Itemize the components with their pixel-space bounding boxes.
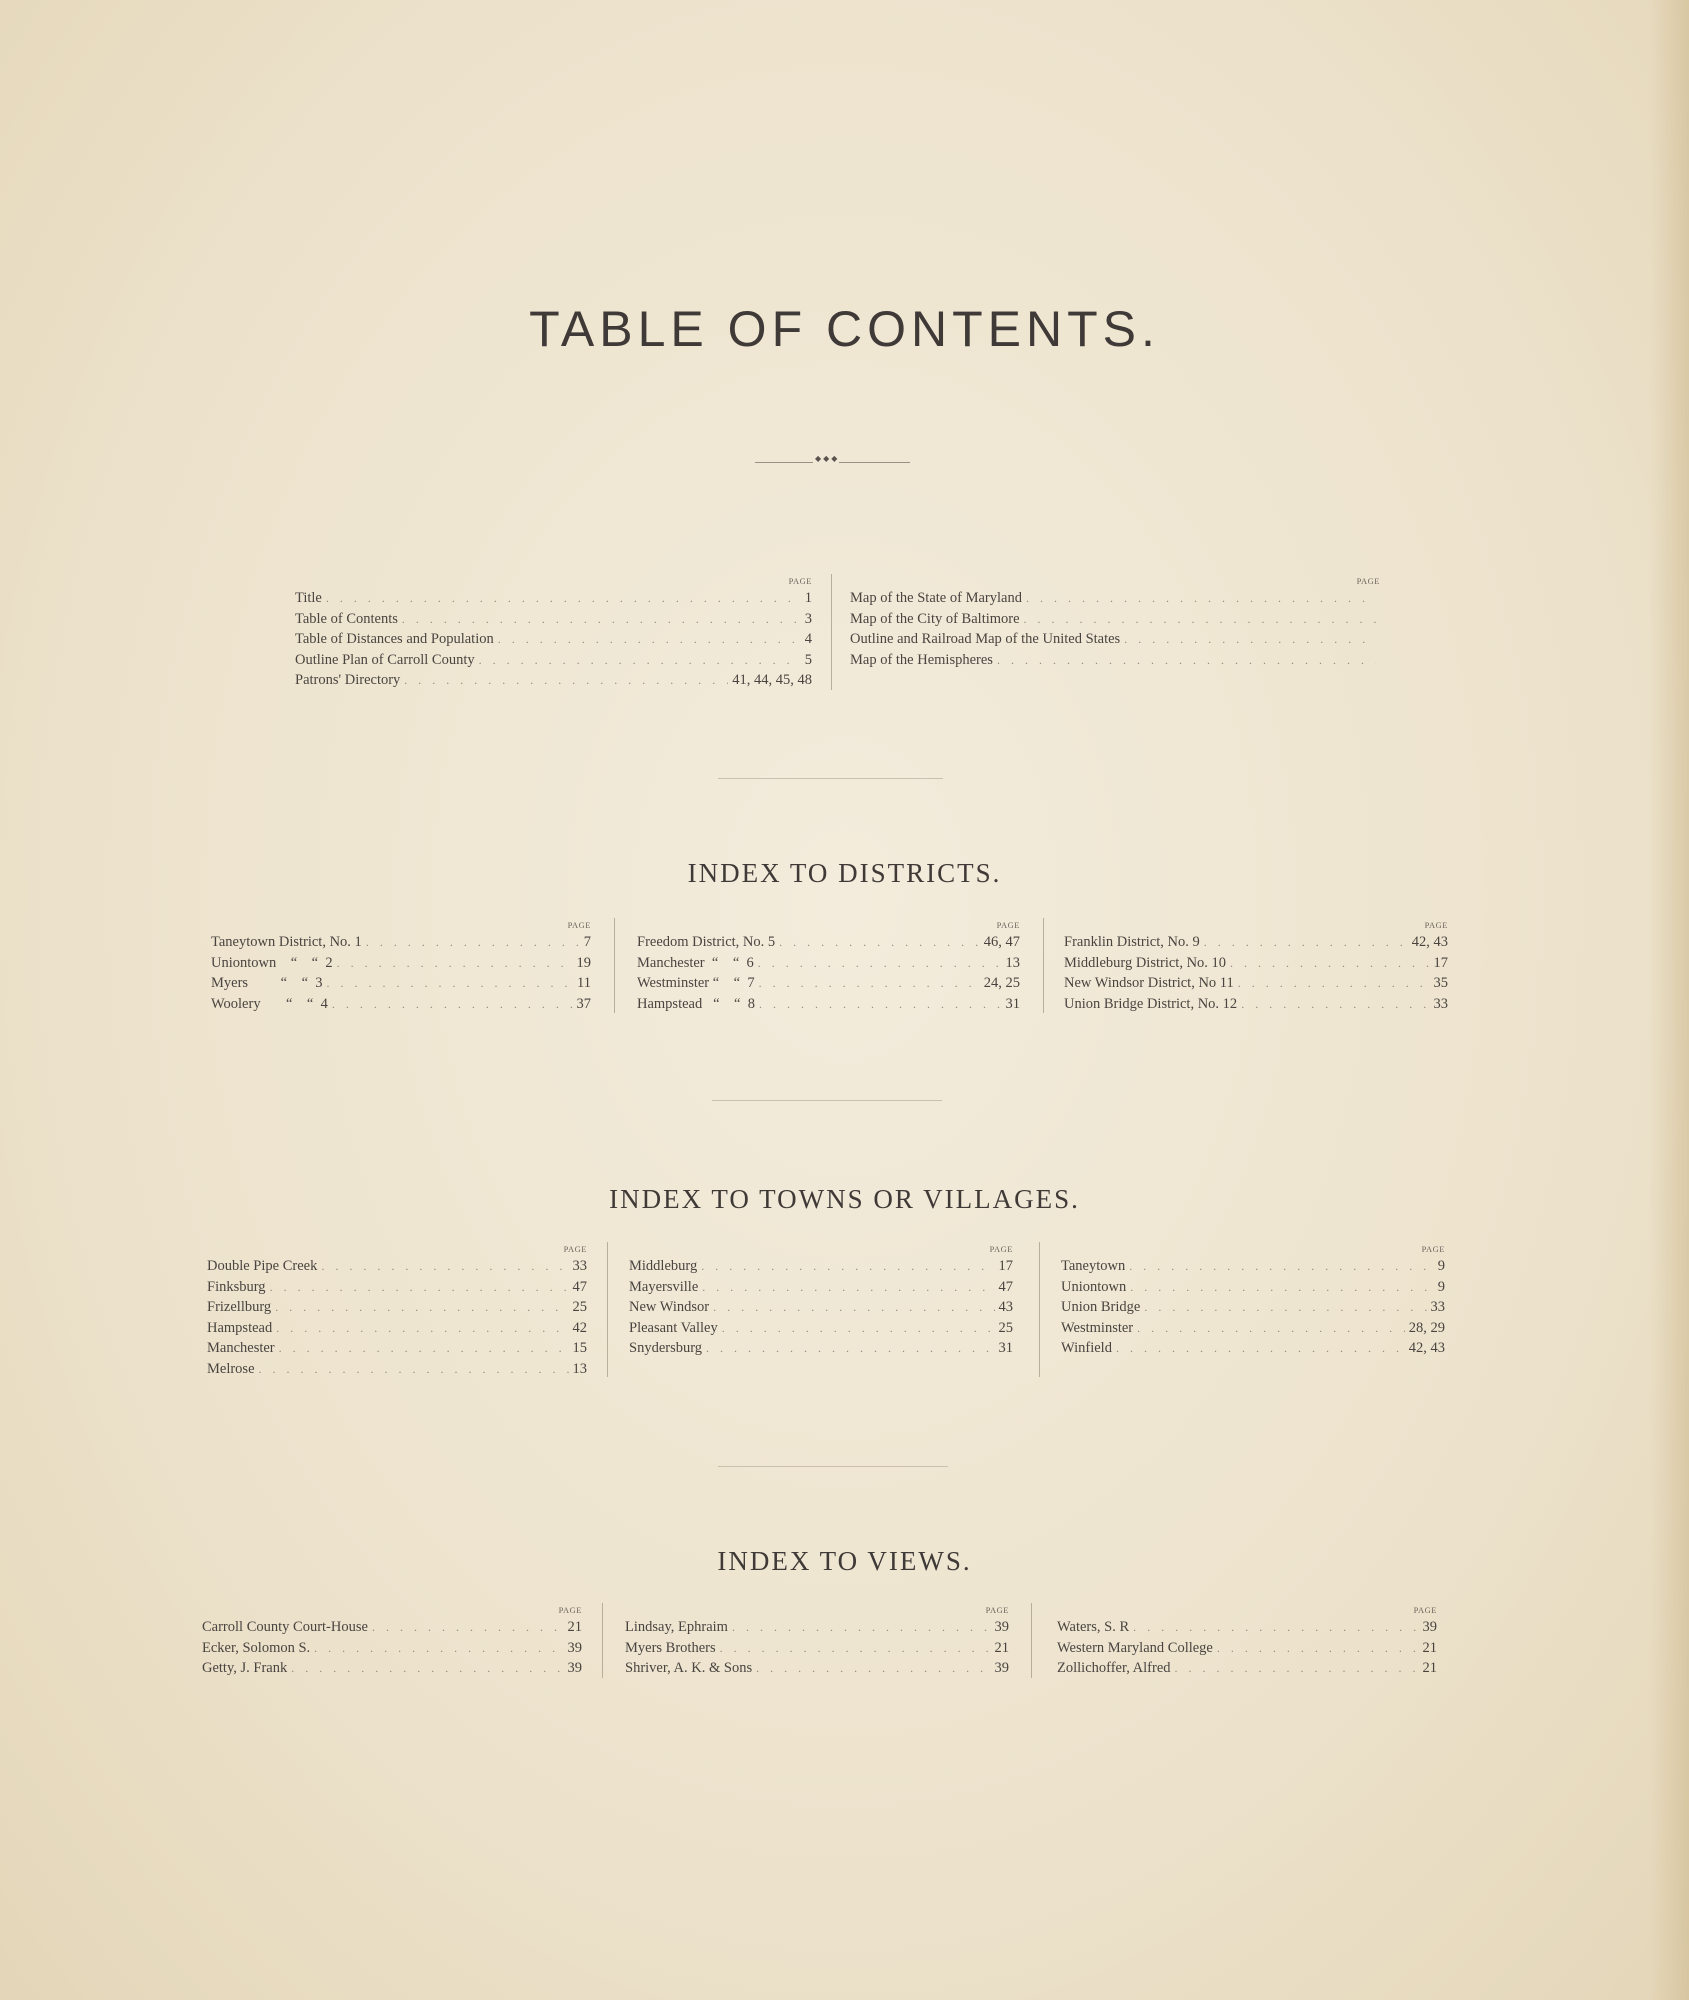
dot-leader [756, 1658, 990, 1679]
dot-leader [498, 629, 801, 650]
entry-page-number: 17 [998, 1258, 1013, 1274]
index-entry [295, 588, 812, 609]
entry-label: Outline and Railroad Map of the United States [850, 631, 1121, 647]
entry-label: Map of the State of Maryland [850, 590, 1022, 606]
entry-label: Middleburg [629, 1258, 698, 1274]
dot-leader [326, 588, 801, 609]
index-entry [211, 932, 591, 953]
entry-label: New Windsor [629, 1299, 710, 1315]
districts-column-3 [1064, 918, 1448, 1014]
entry-page-number: 21 [1422, 1639, 1437, 1656]
entry-label: Myers “ “ 3 [211, 975, 323, 991]
entry-page-number: 42, 43 [1408, 1340, 1445, 1356]
column-divider [1031, 1603, 1032, 1678]
section-divider [718, 1466, 948, 1467]
dot-leader [270, 1277, 569, 1298]
index-entry [202, 1638, 582, 1659]
dot-leader [314, 1638, 563, 1659]
index-entry [1057, 1617, 1437, 1638]
entry-label: Finksburg [207, 1278, 266, 1295]
dot-leader [1217, 1638, 1419, 1659]
entry-page-number: 9 [1437, 1258, 1445, 1274]
dot-leader [479, 650, 801, 671]
dot-leader [759, 973, 980, 994]
entry-label: Outline Plan of Carroll County [295, 651, 475, 668]
dot-leader [402, 609, 801, 630]
page-column-header: PAGE [1424, 920, 1448, 930]
index-entry [637, 973, 1020, 994]
entry-page-number: 39 [567, 1639, 582, 1656]
entry-label: Mayersville [629, 1278, 699, 1295]
entry-label: Table of Distances and Population [295, 631, 494, 647]
entry-label: Zollichoffer, Alfred [1057, 1660, 1171, 1676]
index-entry [1061, 1277, 1445, 1298]
entry-page-number: 33 [1430, 1299, 1445, 1315]
entry-label: Shriver, A. K. & Sons [625, 1660, 753, 1676]
entry-page-number: 47 [572, 1278, 587, 1295]
entry-page-number: 25 [998, 1319, 1013, 1336]
index-entry [629, 1297, 1013, 1318]
index-entry [295, 670, 812, 691]
entry-page-number: 24, 25 [983, 975, 1020, 991]
page-column-header: PAGE [563, 1244, 587, 1254]
entry-page-number: 42, 43 [1411, 934, 1448, 950]
entry-label: Uniontown [1061, 1278, 1127, 1295]
views-column-3 [1057, 1603, 1437, 1679]
index-entry [295, 609, 812, 630]
index-entry [207, 1277, 587, 1298]
index-entry [207, 1297, 587, 1318]
entry-page-number: 47 [998, 1278, 1013, 1295]
entry-label: Ecker, Solomon S. [202, 1639, 311, 1656]
dot-leader [1024, 609, 1376, 630]
dot-leader [1230, 953, 1429, 974]
entry-label: New Windsor District, No 11 [1064, 975, 1234, 991]
index-entry [1064, 953, 1448, 974]
entry-label: Union Bridge [1061, 1299, 1141, 1315]
index-entry [625, 1658, 1009, 1679]
entry-page-number: 4 [804, 631, 812, 647]
dot-leader [1204, 932, 1408, 953]
dot-leader [702, 1277, 994, 1298]
dot-leader [732, 1617, 991, 1638]
dot-leader [327, 973, 573, 994]
views-column-2 [625, 1603, 1009, 1679]
title-ornament [755, 462, 910, 465]
entry-label: Western Maryland College [1057, 1639, 1213, 1656]
dot-leader [1116, 1338, 1405, 1359]
page-title: TABLE OF CONTENTS. [529, 301, 1160, 357]
index-entry [637, 994, 1020, 1015]
dot-leader [720, 1638, 991, 1659]
column-divider [614, 918, 615, 1013]
entry-page-number: 31 [998, 1340, 1013, 1356]
entry-label: Title [295, 590, 322, 606]
index-entry [629, 1256, 1013, 1277]
entry-page-number: 7 [583, 934, 591, 950]
views-column-1 [202, 1603, 582, 1679]
page-column-header: PAGE [989, 1244, 1013, 1254]
index-entry [1057, 1638, 1437, 1659]
dot-leader [997, 650, 1376, 671]
index-entry [625, 1617, 1009, 1638]
entry-label: Hampstead [207, 1319, 273, 1336]
index-entry [1061, 1256, 1445, 1277]
dot-leader [1130, 1277, 1434, 1298]
entry-page-number: 39 [994, 1619, 1009, 1635]
page-column-header: PAGE [996, 920, 1020, 930]
entry-label: Westminster [1061, 1319, 1134, 1336]
entry-page-number: 1 [804, 590, 812, 606]
column-divider [1043, 918, 1044, 1013]
index-entry [1061, 1338, 1445, 1359]
entry-label: Snydersburg [629, 1340, 703, 1356]
entry-label: Middleburg District, No. 10 [1064, 954, 1227, 971]
entry-page-number: 13 [1005, 954, 1020, 971]
index-entry [850, 650, 1380, 671]
dot-leader [337, 953, 573, 974]
dot-leader [1144, 1297, 1426, 1318]
index-entry [211, 994, 591, 1015]
entry-label: Melrose [207, 1360, 255, 1377]
page-column-header: PAGE [1413, 1605, 1437, 1615]
entry-label: Lindsay, Ephraim [625, 1619, 728, 1635]
dot-leader [1238, 973, 1430, 994]
index-entry [637, 932, 1020, 953]
index-entry [202, 1658, 582, 1679]
entry-page-number: 39 [994, 1660, 1009, 1676]
index-entry [211, 953, 591, 974]
section-title-views: INDEX TO VIEWS. [717, 1546, 972, 1576]
column-divider [831, 574, 832, 690]
dot-leader [404, 670, 728, 691]
entry-label: Woolery “ “ 4 [211, 995, 328, 1012]
entry-label: Patrons' Directory [295, 672, 401, 688]
entry-page-number: 13 [572, 1360, 587, 1377]
dot-leader [366, 932, 580, 953]
entry-label: Table of Contents [295, 610, 398, 627]
page-column-header: PAGE [1421, 1244, 1445, 1254]
page-column-header: PAGE [985, 1605, 1009, 1615]
index-entry [207, 1318, 587, 1339]
entry-page-number: 35 [1433, 975, 1448, 991]
index-entry [637, 953, 1020, 974]
entry-page-number: 5 [804, 651, 812, 668]
entry-page-number: 31 [1005, 995, 1020, 1012]
towns-column-3 [1061, 1242, 1445, 1359]
entry-label: Winfield [1061, 1340, 1112, 1356]
entry-page-number: 19 [576, 954, 591, 971]
entry-label: Hampstead “ “ 8 [637, 995, 755, 1012]
dot-leader [722, 1318, 995, 1339]
entry-label: Pleasant Valley [629, 1319, 718, 1336]
entry-page-number: 25 [572, 1299, 587, 1315]
entry-label: Union Bridge District, No. 12 [1064, 995, 1238, 1012]
dot-leader [275, 1297, 568, 1318]
index-entry [295, 650, 812, 671]
index-entry [1061, 1297, 1445, 1318]
dot-leader [1129, 1256, 1434, 1277]
index-entry [1064, 932, 1448, 953]
dot-leader [1133, 1617, 1418, 1638]
index-entry [850, 588, 1380, 609]
entry-label: Manchester [207, 1340, 275, 1356]
column-divider [1039, 1242, 1040, 1377]
entry-label: Myers Brothers [625, 1639, 716, 1656]
entry-page-number: 39 [1422, 1619, 1437, 1635]
entry-page-number: 28, 29 [1408, 1319, 1445, 1336]
section-title-towns: INDEX TO TOWNS OR VILLAGES. [609, 1184, 1080, 1214]
towns-column-2 [629, 1242, 1013, 1359]
page-column-header: PAGE [788, 576, 812, 586]
dot-leader [1175, 1658, 1419, 1679]
contents-left-column [295, 574, 812, 691]
column-divider [602, 1603, 603, 1678]
entry-page-number: 43 [998, 1299, 1013, 1315]
dot-leader [1137, 1318, 1405, 1339]
column-divider [607, 1242, 608, 1377]
entry-page-number: 33 [1433, 995, 1448, 1012]
page-column-header: PAGE [1356, 576, 1380, 586]
dot-leader [321, 1256, 568, 1277]
index-entry [1064, 973, 1448, 994]
entry-label: Franklin District, No. 9 [1064, 934, 1200, 950]
entry-label: Map of the City of Baltimore [850, 610, 1020, 627]
dot-leader [713, 1297, 994, 1318]
index-entry [211, 973, 591, 994]
entry-label: Taneytown [1061, 1258, 1126, 1274]
entry-label: Getty, J. Frank [202, 1660, 288, 1676]
section-divider [718, 778, 943, 779]
dot-leader [701, 1256, 994, 1277]
index-entry [850, 629, 1380, 650]
entry-page-number: 17 [1433, 954, 1448, 971]
section-title-districts: INDEX TO DISTRICTS. [687, 858, 1002, 888]
dot-leader [758, 953, 1002, 974]
dot-leader [1026, 588, 1376, 609]
entry-page-number: 21 [567, 1619, 582, 1635]
entry-page-number: 11 [577, 975, 591, 991]
dot-leader [279, 1338, 569, 1359]
index-entry [625, 1638, 1009, 1659]
index-entry [207, 1338, 587, 1359]
entry-label: Map of the Hemispheres [850, 651, 993, 668]
dot-leader [1124, 629, 1376, 650]
dot-leader [779, 932, 980, 953]
dot-leader [372, 1617, 564, 1638]
entry-page-number: 9 [1437, 1278, 1445, 1295]
index-entry [850, 609, 1380, 630]
districts-column-2 [637, 918, 1020, 1014]
page-column-header: PAGE [558, 1605, 582, 1615]
entry-page-number: 21 [1422, 1660, 1437, 1676]
entry-label: Taneytown District, No. 1 [211, 934, 362, 950]
index-entry [295, 629, 812, 650]
dot-leader [1241, 994, 1429, 1015]
index-entry [202, 1617, 582, 1638]
index-entry [207, 1256, 587, 1277]
entry-label: Waters, S. R [1057, 1619, 1130, 1635]
dot-leader [259, 1359, 569, 1380]
entry-page-number: 41, 44, 45, 48 [732, 672, 812, 688]
dot-leader [759, 994, 1002, 1015]
page-column-header: PAGE [567, 920, 591, 930]
index-entry [629, 1338, 1013, 1359]
entry-page-number: 42 [572, 1319, 587, 1336]
entry-label: Freedom District, No. 5 [637, 934, 776, 950]
dot-leader [706, 1338, 994, 1359]
index-entry [1064, 994, 1448, 1015]
dot-leader [332, 994, 573, 1015]
entry-label: Westminster “ “ 7 [637, 975, 755, 991]
entry-label: Carroll County Court-House [202, 1619, 368, 1635]
dot-leader [291, 1658, 563, 1679]
index-entry [629, 1277, 1013, 1298]
index-entry [207, 1359, 587, 1380]
entry-label: Frizellburg [207, 1299, 272, 1315]
entry-page-number: 39 [567, 1660, 582, 1676]
towns-column-1 [207, 1242, 587, 1379]
section-divider [712, 1100, 942, 1101]
index-entry [1061, 1318, 1445, 1339]
entry-page-number: 33 [572, 1258, 587, 1274]
dot-leader [276, 1318, 568, 1339]
entry-page-number: 21 [994, 1639, 1009, 1656]
index-entry [629, 1318, 1013, 1339]
entry-label: Manchester “ “ 6 [637, 954, 754, 971]
entry-label: Double Pipe Creek [207, 1258, 318, 1274]
entry-label: Uniontown “ “ 2 [211, 954, 333, 971]
entry-page-number: 15 [572, 1340, 587, 1356]
contents-right-column [850, 574, 1380, 670]
entry-page-number: 37 [576, 995, 591, 1012]
entry-page-number: 46, 47 [983, 934, 1020, 950]
index-entry [1057, 1658, 1437, 1679]
districts-column-1 [211, 918, 591, 1014]
entry-page-number: 3 [804, 610, 812, 627]
